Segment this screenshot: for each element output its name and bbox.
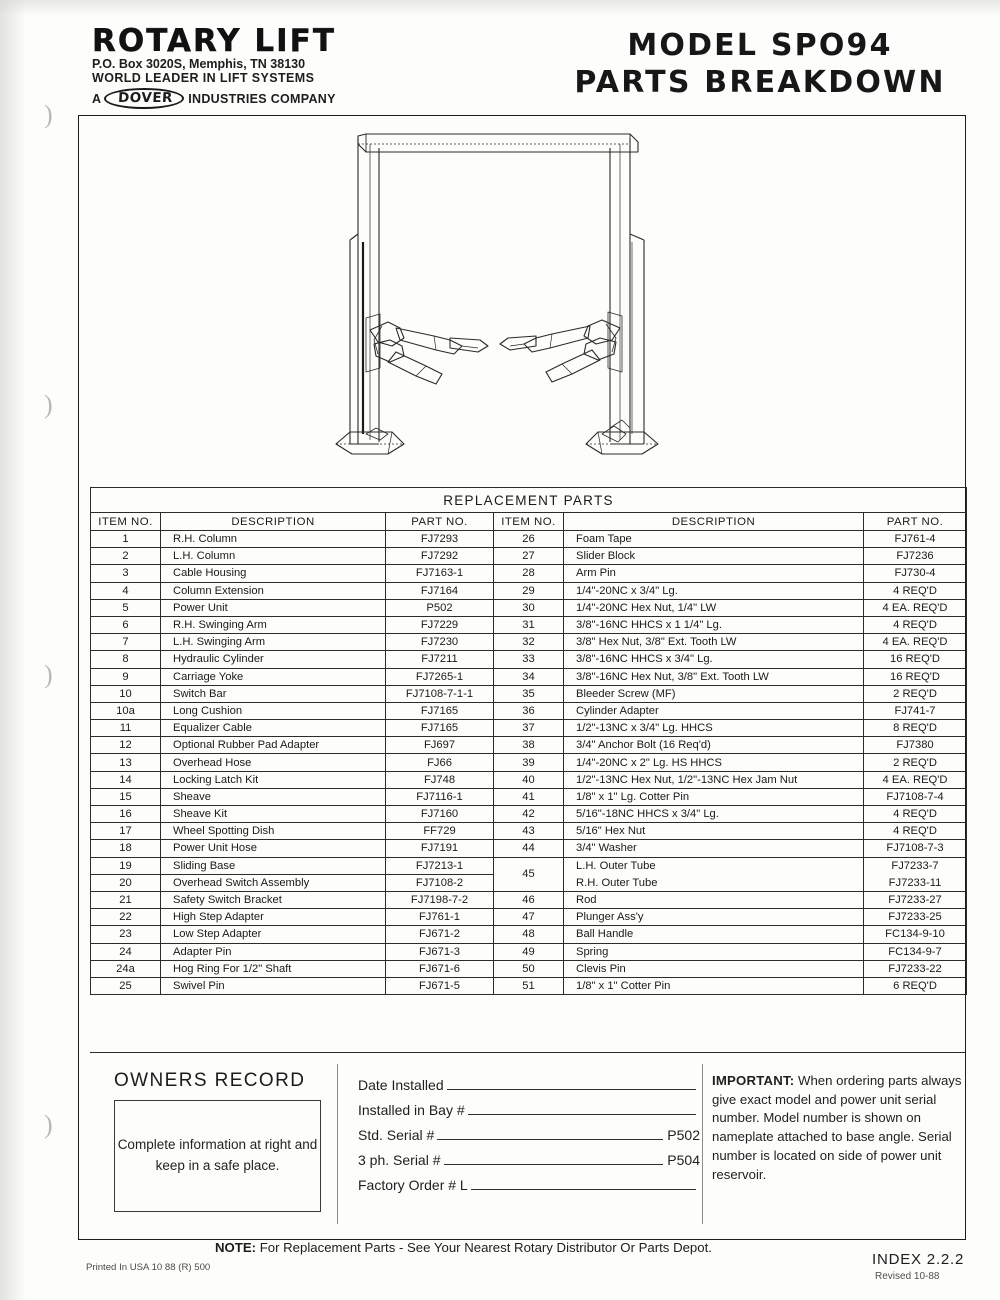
cell-l-part: FJ7229 (386, 616, 494, 633)
cell-r-desc: 3/8"-16NC Hex Nut, 3/8" Ext. Tooth LW (564, 668, 864, 685)
cell-r-item: 43 (494, 823, 564, 840)
column-header-item-no-left: ITEM NO. (91, 513, 161, 531)
cell-r-desc: 5/16" Hex Nut (564, 823, 864, 840)
cell-r-desc: Bleeder Screw (MF) (564, 685, 864, 702)
cell-l-desc: Adapter Pin (161, 943, 386, 960)
rotary-lift-logo (92, 23, 422, 109)
cell-r-item: 47 (494, 909, 564, 926)
cell-l-item: 23 (91, 926, 161, 943)
cell-r-part: 4 EA. REQ'D (864, 599, 967, 616)
cell-r-desc: Foam Tape (564, 531, 864, 548)
cell-l-part: FJ7164 (386, 582, 494, 599)
cell-l-item: 7 (91, 634, 161, 651)
cell-l-item: 3 (91, 565, 161, 582)
cell-l-desc: Swivel Pin (161, 977, 386, 994)
cell-r-desc: Spring (564, 943, 864, 960)
scan-artifact-mark: ) (44, 390, 53, 419)
cell-l-desc: Long Cushion (161, 702, 386, 719)
cell-r-item: 32 (494, 634, 564, 651)
owners-vertical-divider-1 (337, 1064, 338, 1224)
cell-l-desc: Power Unit Hose (161, 840, 386, 857)
cell-l-desc: Equalizer Cable (161, 720, 386, 737)
cell-r-item: 48 (494, 926, 564, 943)
cell-r-part: 16 REQ'D (864, 651, 967, 668)
cell-r-item: 41 (494, 788, 564, 805)
cell-r-desc: Cylinder Adapter (564, 702, 864, 719)
cell-l-part: FJ7230 (386, 634, 494, 651)
owners-form-row (358, 1176, 700, 1193)
cell-r-desc: 1/8" x 1" Cotter Pin (564, 977, 864, 994)
cell-l-item: 22 (91, 909, 161, 926)
page-title-model: MODEL SPO94 (627, 28, 893, 63)
cell-l-item: 24a (91, 960, 161, 977)
cell-l-part: FJ7198-7-2 (386, 891, 494, 908)
owners-form-input-line[interactable] (468, 1101, 696, 1115)
cell-l-item: 5 (91, 599, 161, 616)
scan-artifact-mark: ) (44, 660, 53, 689)
cell-l-item: 13 (91, 754, 161, 771)
owners-form-input-line[interactable] (447, 1076, 696, 1090)
cell-l-desc: Sheave (161, 788, 386, 805)
cell-r-part: FJ7108-7-4 (864, 788, 967, 805)
cell-l-item: 4 (91, 582, 161, 599)
cell-l-part: FJ761-1 (386, 909, 494, 926)
table-row (91, 634, 967, 651)
owners-form-row (358, 1101, 700, 1118)
cell-r-item: 29 (494, 582, 564, 599)
owners-form-input-line[interactable] (471, 1176, 696, 1190)
cell-r-part: FC134-9-7 (864, 943, 967, 960)
cell-l-part: FJ7163-1 (386, 565, 494, 582)
cell-r-part: FJ741-7 (864, 702, 967, 719)
owners-record-section (90, 1058, 966, 1233)
footer-note-text: For Replacement Parts - See Your Nearest Rotary Distributor Or Parts Depot. (259, 1240, 712, 1255)
owners-form-row (358, 1151, 700, 1168)
cell-r-desc: 3/4" Anchor Bolt (16 Req'd) (564, 737, 864, 754)
cell-l-desc: Optional Rubber Pad Adapter (161, 737, 386, 754)
table-row (91, 702, 967, 719)
cell-l-item: 1 (91, 531, 161, 548)
owners-form-input-line[interactable] (437, 1126, 663, 1140)
cell-r-part: 4 REQ'D (864, 616, 967, 633)
cell-r-item: 27 (494, 548, 564, 565)
cell-r-item: 51 (494, 977, 564, 994)
cell-l-desc: Wheel Spotting Dish (161, 823, 386, 840)
cell-r-part: 4 EA. REQ'D (864, 771, 967, 788)
table-row (91, 977, 967, 994)
cell-l-item: 11 (91, 720, 161, 737)
cell-r-desc: R.H. Outer Tube (564, 874, 864, 891)
cell-r-desc: 3/4" Washer (564, 840, 864, 857)
cell-l-desc: Column Extension (161, 582, 386, 599)
table-title: REPLACEMENT PARTS (91, 488, 967, 513)
owners-form-row (358, 1126, 700, 1143)
column-header-part-no-right: PART NO. (864, 513, 967, 531)
cell-r-desc: Rod (564, 891, 864, 908)
cell-r-item: 31 (494, 616, 564, 633)
cell-r-desc: 1/4"-20NC x 3/4" Lg. (564, 582, 864, 599)
cell-l-desc: Power Unit (161, 599, 386, 616)
cell-r-item: 34 (494, 668, 564, 685)
cell-r-item: 49 (494, 943, 564, 960)
owners-form-input-line[interactable] (444, 1151, 664, 1165)
cell-r-item: 33 (494, 651, 564, 668)
cell-r-item: 44 (494, 840, 564, 857)
cell-r-item: 38 (494, 737, 564, 754)
cell-l-desc: High Step Adapter (161, 909, 386, 926)
cell-l-desc: Hog Ring For 1/2" Shaft (161, 960, 386, 977)
cell-l-item: 9 (91, 668, 161, 685)
replacement-parts-table (90, 487, 966, 995)
cell-r-item: 46 (494, 891, 564, 908)
cell-r-part: FJ7233-11 (864, 874, 967, 891)
cell-r-part: FJ7233-25 (864, 909, 967, 926)
logo-tagline: WORLD LEADER IN LIFT SYSTEMS (92, 70, 315, 85)
logo-address: P.O. Box 3020S, Memphis, TN 38130 (92, 57, 306, 71)
table-body (91, 531, 967, 995)
cell-l-part: FJ7116-1 (386, 788, 494, 805)
footer-index: INDEX 2.2.2 (872, 1251, 965, 1268)
cell-r-desc: 5/16"-18NC HHCS x 3/4" Lg. (564, 806, 864, 823)
cell-r-item: 50 (494, 960, 564, 977)
page-title (550, 28, 970, 101)
table-row (91, 823, 967, 840)
important-label: IMPORTANT: (712, 1073, 795, 1088)
table-row (91, 909, 967, 926)
cell-r-part: FJ730-4 (864, 565, 967, 582)
table-row (91, 548, 967, 565)
cell-l-part: FJ671-5 (386, 977, 494, 994)
cell-l-part: FJ66 (386, 754, 494, 771)
cell-l-part: FJ7165 (386, 702, 494, 719)
cell-r-part: 16 REQ'D (864, 668, 967, 685)
cell-l-item: 21 (91, 891, 161, 908)
cell-l-part: FJ7211 (386, 651, 494, 668)
dover-badge: DOVER (104, 88, 185, 109)
table-row (91, 668, 967, 685)
cell-l-part: FJ671-2 (386, 926, 494, 943)
scan-edge-shadow-left (0, 0, 26, 1300)
cell-r-desc: 3/8"-16NC HHCS x 3/4" Lg. (564, 651, 864, 668)
table-row (91, 599, 967, 616)
cell-l-part: FJ671-3 (386, 943, 494, 960)
table-row (91, 651, 967, 668)
owners-record-title: OWNERS RECORD (114, 1070, 306, 1091)
cell-r-item: 28 (494, 565, 564, 582)
cell-l-desc: R.H. Swinging Arm (161, 616, 386, 633)
cell-r-desc: 1/4"-20NC x 2" Lg. HS HHCS (564, 754, 864, 771)
cell-l-part: FJ7293 (386, 531, 494, 548)
cell-l-part: FJ7265-1 (386, 668, 494, 685)
cell-l-part: FJ7191 (386, 840, 494, 857)
cell-l-part: FJ7108-2 (386, 874, 494, 891)
cell-l-desc: Locking Latch Kit (161, 771, 386, 788)
owners-record-note-box (114, 1100, 321, 1212)
cell-r-part: FJ7233-7 (864, 857, 967, 874)
table-row (91, 840, 967, 857)
page-title-subtitle: PARTS BREAKDOWN (574, 64, 946, 100)
table-header-row (91, 513, 967, 531)
cell-r-part: 4 REQ'D (864, 823, 967, 840)
cell-l-item: 19 (91, 857, 161, 874)
table-row (91, 891, 967, 908)
cell-l-desc: Hydraulic Cylinder (161, 651, 386, 668)
cell-l-item: 10 (91, 685, 161, 702)
cell-r-item: 45 (494, 857, 564, 891)
cell-r-part: 8 REQ'D (864, 720, 967, 737)
footer-note (215, 1240, 712, 1255)
footer-note-label: NOTE: (215, 1240, 257, 1255)
table-row (91, 857, 967, 874)
cell-r-desc: Ball Handle (564, 926, 864, 943)
cell-l-part: FJ7213-1 (386, 857, 494, 874)
cell-l-item: 24 (91, 943, 161, 960)
company-prefix: A (92, 91, 102, 106)
cell-r-item: 42 (494, 806, 564, 823)
owners-form-label: Date Installed (358, 1077, 444, 1093)
owners-form-suffix: P502 (667, 1127, 700, 1143)
cell-l-item: 20 (91, 874, 161, 891)
table-row (91, 943, 967, 960)
table-title-row (91, 488, 967, 513)
table-row (91, 565, 967, 582)
cell-l-item: 25 (91, 977, 161, 994)
cell-r-part: FJ7233-27 (864, 891, 967, 908)
table-row (91, 616, 967, 633)
cell-l-desc: Cable Housing (161, 565, 386, 582)
cell-l-part: FJ7292 (386, 548, 494, 565)
cell-l-part: FJ7108-7-1-1 (386, 685, 494, 702)
cell-r-desc: 1/4"-20NC Hex Nut, 1/4" LW (564, 599, 864, 616)
cell-l-item: 16 (91, 806, 161, 823)
cell-r-part: 2 REQ'D (864, 754, 967, 771)
cell-l-desc: Safety Switch Bracket (161, 891, 386, 908)
cell-r-part: 4 REQ'D (864, 582, 967, 599)
cell-l-desc: Carriage Yoke (161, 668, 386, 685)
owners-form-label: Std. Serial # (358, 1127, 435, 1143)
cell-r-desc: Slider Block (564, 548, 864, 565)
cell-r-desc: Clevis Pin (564, 960, 864, 977)
table-row (91, 771, 967, 788)
cell-r-part: FJ7380 (864, 737, 967, 754)
owners-form-suffix: P504 (667, 1152, 700, 1168)
cell-r-desc: L.H. Outer Tube (564, 857, 864, 874)
cell-l-desc: L.H. Swinging Arm (161, 634, 386, 651)
cell-l-desc: Low Step Adapter (161, 926, 386, 943)
table-row (91, 720, 967, 737)
cell-l-item: 10a (91, 702, 161, 719)
lift-illustration (330, 122, 680, 467)
cell-l-desc: L.H. Column (161, 548, 386, 565)
cell-l-item: 14 (91, 771, 161, 788)
document-header (0, 0, 1000, 112)
cell-l-desc: Overhead Switch Assembly (161, 874, 386, 891)
footer-printed-info: Printed In USA 10 88 (R) 500 (86, 1262, 211, 1273)
cell-r-desc: 1/2"-13NC x 3/4" Lg. HHCS (564, 720, 864, 737)
column-header-item-no-right: ITEM NO. (494, 513, 564, 531)
cell-l-item: 2 (91, 548, 161, 565)
cell-l-item: 15 (91, 788, 161, 805)
table-row (91, 754, 967, 771)
cell-l-item: 6 (91, 616, 161, 633)
cell-r-item: 36 (494, 702, 564, 719)
cell-r-desc: Arm Pin (564, 565, 864, 582)
cell-r-desc: 3/8" Hex Nut, 3/8" Ext. Tooth LW (564, 634, 864, 651)
table-row (91, 806, 967, 823)
cell-l-part: FJ7160 (386, 806, 494, 823)
table-row (91, 582, 967, 599)
important-notice (712, 1072, 964, 1184)
table-row (91, 531, 967, 548)
column-header-description-left: DESCRIPTION (161, 513, 386, 531)
owners-vertical-divider-2 (702, 1064, 703, 1224)
cell-l-item: 18 (91, 840, 161, 857)
cell-l-desc: Switch Bar (161, 685, 386, 702)
cell-l-item: 12 (91, 737, 161, 754)
footer-revised: Revised 10-88 (875, 1271, 940, 1282)
cell-r-part: 4 EA. REQ'D (864, 634, 967, 651)
cell-l-item: 17 (91, 823, 161, 840)
cell-l-desc: Sheave Kit (161, 806, 386, 823)
scan-artifact-mark: ) (44, 1110, 53, 1139)
company-suffix: INDUSTRIES COMPANY (188, 91, 336, 106)
table-row (91, 960, 967, 977)
cell-r-item: 30 (494, 599, 564, 616)
cell-r-desc: 3/8"-16NC HHCS x 1 1/4" Lg. (564, 616, 864, 633)
cell-l-part: FJ671-6 (386, 960, 494, 977)
owners-record-divider (90, 1052, 966, 1053)
dover-company-line (92, 88, 422, 109)
table-row (91, 737, 967, 754)
cell-r-part: FC134-9-10 (864, 926, 967, 943)
cell-l-desc: Sliding Base (161, 857, 386, 874)
owners-form-label: 3 ph. Serial # (358, 1152, 441, 1168)
logo-wordmark: ROTARY LIFT (92, 23, 336, 59)
cell-r-part: 6 REQ'D (864, 977, 967, 994)
cell-r-desc: 1/8" x 1" Lg. Cotter Pin (564, 788, 864, 805)
cell-r-item: 40 (494, 771, 564, 788)
cell-l-part: FF729 (386, 823, 494, 840)
cell-l-part: P502 (386, 599, 494, 616)
table-row (91, 788, 967, 805)
scan-artifact-mark: ) (44, 100, 53, 129)
important-text: When ordering parts always give exact model and power unit serial number. Model number is shown on nameplate attached to base angle. Serial number is located on side of power unit reservoir. (712, 1073, 962, 1182)
cell-r-part: 4 REQ'D (864, 806, 967, 823)
cell-l-desc: Overhead Hose (161, 754, 386, 771)
owners-form-label: Installed in Bay # (358, 1102, 465, 1118)
cell-r-part: 2 REQ'D (864, 685, 967, 702)
cell-r-desc: 1/2"-13NC Hex Nut, 1/2"-13NC Hex Jam Nut (564, 771, 864, 788)
cell-l-desc: R.H. Column (161, 531, 386, 548)
table-row (91, 926, 967, 943)
cell-r-part: FJ761-4 (864, 531, 967, 548)
cell-r-part: FJ7108-7-3 (864, 840, 967, 857)
column-header-part-no-left: PART NO. (386, 513, 494, 531)
owners-form-label: Factory Order # L (358, 1177, 468, 1193)
cell-r-part: FJ7233-22 (864, 960, 967, 977)
cell-l-item: 8 (91, 651, 161, 668)
owners-form-row (358, 1076, 700, 1093)
owners-record-form (358, 1076, 700, 1201)
cell-r-desc: Plunger Ass'y (564, 909, 864, 926)
cell-r-part: FJ7236 (864, 548, 967, 565)
cell-l-part: FJ7165 (386, 720, 494, 737)
cell-r-item: 26 (494, 531, 564, 548)
cell-r-item: 37 (494, 720, 564, 737)
cell-l-part: FJ697 (386, 737, 494, 754)
owners-record-note-text: Complete information at right and keep in a safe place. (117, 1137, 318, 1173)
cell-l-part: FJ748 (386, 771, 494, 788)
table-row (91, 685, 967, 702)
cell-r-item: 35 (494, 685, 564, 702)
cell-r-item: 39 (494, 754, 564, 771)
column-header-description-right: DESCRIPTION (564, 513, 864, 531)
